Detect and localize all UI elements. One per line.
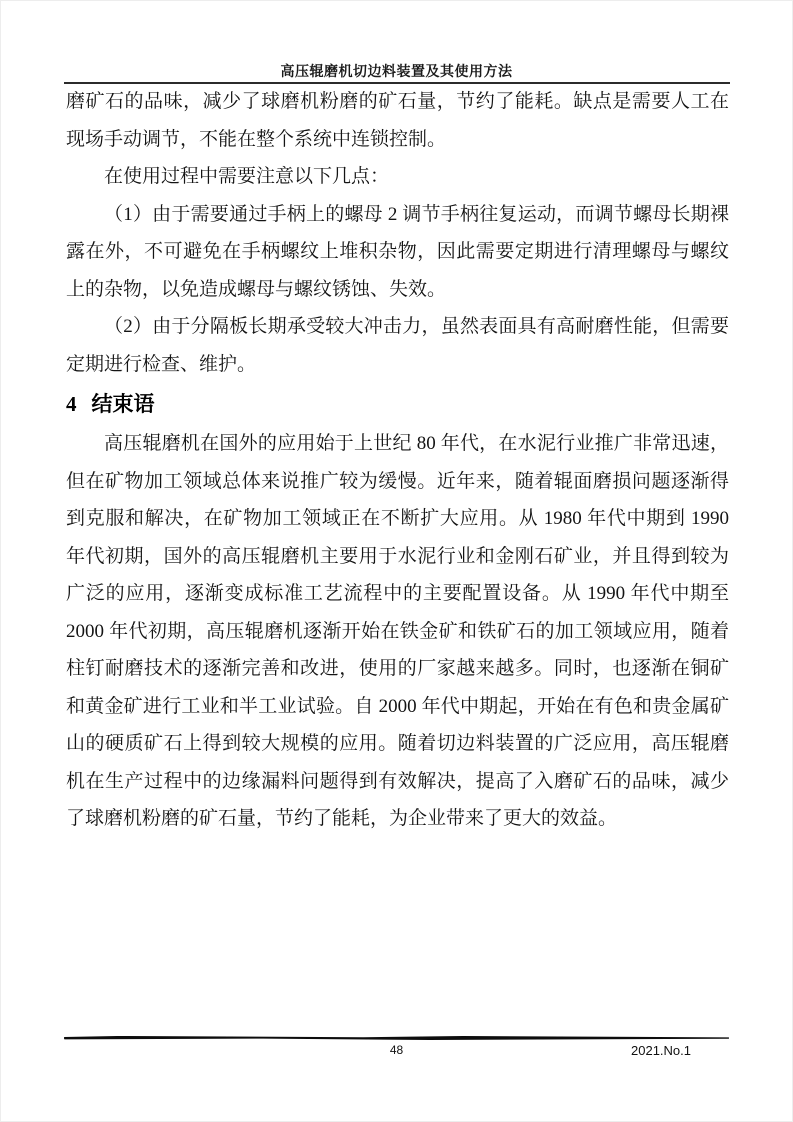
paragraph-note-2: （2）由于分隔板长期承受较大冲击力，虽然表面具有高耐磨性能，但需要定期进行检查、维护。 <box>66 316 729 375</box>
footer-rule <box>64 1036 729 1040</box>
paragraph-continuation: 磨矿石的品味，减少了球磨机粉磨的矿石量，节约了能耗。缺点是需要人工在现场手动调节，不能在整个系统中连锁控制。 <box>66 91 729 150</box>
running-header-title: 高压辊磨机切边料装置及其使用方法 <box>280 65 513 80</box>
paragraph-notes-intro: 在使用过程中需要注意以下几点： <box>104 166 390 187</box>
section-number: 4 <box>66 392 77 416</box>
section-title: 结束语 <box>91 392 155 416</box>
section-heading <box>66 383 729 425</box>
issue-label: 2021.No.1 <box>631 1043 691 1058</box>
paragraph-conclusion: 高压辊磨机在国外的应用始于上世纪 80 年代，在水泥行业推广非常迅速，但在矿物加工领域总体来说推广较为缓慢。近年来，随着辊面磨损问题逐渐得到克服和解决，在矿物加工领域正在不断扩大应用。从 1980 年代中期到 1990 年代初期，国外的高压辊磨机主要用于水泥行业和金刚石矿业，并且得到较为广泛的应用，逐渐变成标准工艺流程中的主要配置设备。从 1990 年代中期至 2000 年代初期，高压辊磨机逐渐开始在铁金矿和铁矿石的加工领域应用，随着柱钉耐磨技术的逐渐完善和改进，使用的厂家越来越多。同时，也逐渐在铜矿和黄金矿进行工业和半工业试验。自 2000 年代中期起，开始在有色和贵金属矿山的硬质矿石上得到较大规模的应用。随着切边料装置的广泛应用，高压辊磨机在生产过程中的边缘漏料问题得到有效解决，提高了入磨矿石的品味，减少了球磨机粉磨的矿石量，节约了能耗，为企业带来了更大的效益。 <box>66 433 729 829</box>
paragraph-note-1: （1）由于需要通过手柄上的螺母 2 调节手柄往复运动，而调节螺母长期裸露在外，不可避免在手柄螺纹上堆积杂物，因此需要定期进行清理螺母与螺纹上的杂物，以免造成螺母与螺纹锈蚀、失效。 <box>66 203 729 300</box>
page-number: 48 <box>389 1043 404 1057</box>
article-body <box>66 83 729 838</box>
